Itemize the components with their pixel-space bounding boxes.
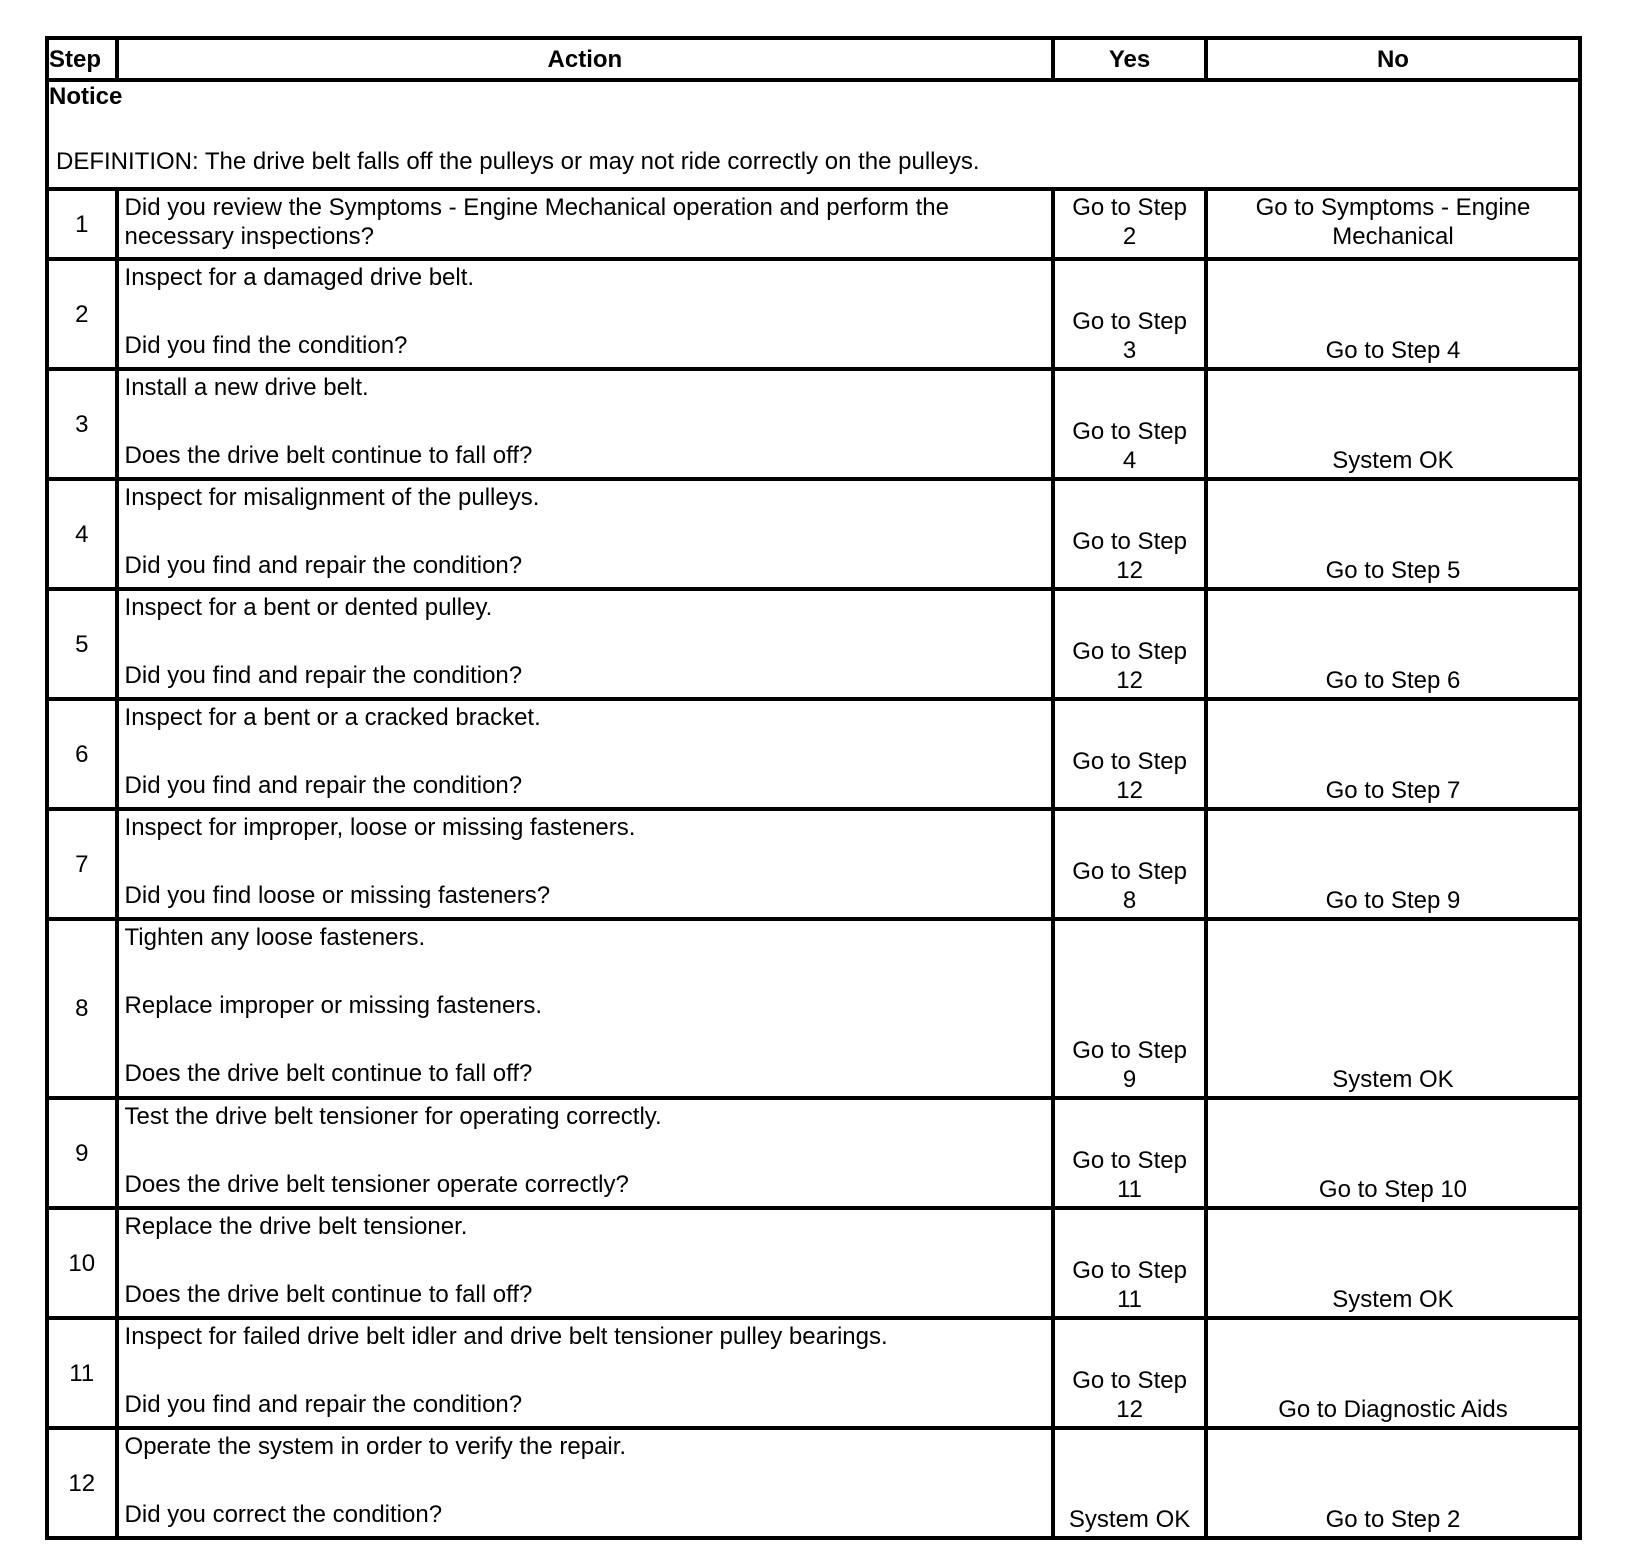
action-cell: [117, 1098, 1054, 1208]
step-number: 8: [47, 919, 117, 1098]
table-row: [47, 699, 1580, 809]
action-text: Replace improper or missing fasteners.: [124, 992, 543, 1019]
table-row: [47, 1098, 1580, 1208]
action-question: Did you find and repair the condition?: [124, 1391, 523, 1418]
table-row: [47, 809, 1580, 919]
action-question: Does the drive belt continue to fall off?: [124, 1281, 533, 1308]
action-text: Inspect for a bent or dented pulley.: [124, 594, 493, 621]
action-cell: [117, 479, 1054, 589]
no-cell: [1206, 1318, 1580, 1428]
action-text: Install a new drive belt.: [124, 374, 369, 401]
action-text: Inspect for a bent or a cracked bracket.: [124, 704, 541, 731]
table-row: [47, 1318, 1580, 1428]
table-row: [47, 479, 1580, 589]
yes-text: Go to Step 12: [1072, 1367, 1187, 1423]
step-number: 12: [47, 1428, 117, 1538]
no-text: Go to Step 9: [1325, 887, 1461, 914]
yes-cell: [1053, 1318, 1206, 1428]
yes-cell: [1053, 479, 1206, 589]
step-number: 3: [47, 369, 117, 479]
notice-row: [47, 80, 1580, 189]
yes-cell: [1053, 369, 1206, 479]
yes-cell: [1053, 809, 1206, 919]
action-question: Did you find and repair the condition?: [124, 772, 523, 799]
action-question: Does the drive belt tensioner operate correctly?: [124, 1171, 629, 1198]
no-text: System OK: [1332, 447, 1454, 474]
action-question: Did you find and repair the condition?: [124, 552, 523, 579]
action-text: Test the drive belt tensioner for operating correctly.: [124, 1103, 662, 1130]
table-row: [47, 589, 1580, 699]
action-text: Did you review the Symptoms - Engine Mechanical operation and perform the: [124, 194, 949, 221]
header-yes: Yes: [1053, 38, 1206, 80]
yes-cell: [1053, 1098, 1206, 1208]
yes-cell: [1053, 699, 1206, 809]
no-cell: [1206, 1428, 1580, 1538]
no-text: Go to Symptoms - Engine Mechanical: [1255, 194, 1531, 250]
yes-cell: [1053, 919, 1206, 1098]
yes-text: Go to Step 3: [1072, 308, 1187, 364]
table-row: [47, 1428, 1580, 1538]
no-cell: [1206, 589, 1580, 699]
no-cell: [1206, 259, 1580, 369]
action-question: Did you correct the condition?: [124, 1501, 443, 1528]
no-text: Go to Step 6: [1325, 667, 1461, 694]
yes-text: Go to Step 2: [1072, 194, 1187, 250]
yes-text: Go to Step 4: [1072, 418, 1187, 474]
no-text: Go to Step 2: [1325, 1506, 1461, 1533]
header-action: Action: [117, 38, 1054, 80]
action-text: Tighten any loose fasteners.: [124, 924, 426, 951]
notice-title: Notice: [49, 83, 123, 110]
no-text: Go to Step 5: [1325, 557, 1461, 584]
no-text: Go to Diagnostic Aids: [1278, 1396, 1508, 1423]
action-cell: [117, 699, 1054, 809]
action-question: Does the drive belt continue to fall off?: [124, 442, 533, 469]
action-cell: [117, 369, 1054, 479]
action-cell: [117, 1208, 1054, 1318]
notice-definition: DEFINITION: The drive belt falls off the pulleys or may not ride correctly on the pulleys.: [56, 148, 980, 175]
no-text: System OK: [1332, 1066, 1454, 1093]
table-row: [47, 1208, 1580, 1318]
action-cell: [117, 919, 1054, 1098]
yes-text: Go to Step 12: [1072, 528, 1187, 584]
yes-text: Go to Step 12: [1072, 748, 1187, 804]
action-text: Inspect for a damaged drive belt.: [124, 264, 475, 291]
action-text: Inspect for misalignment of the pulleys.: [124, 484, 540, 511]
step-number: 6: [47, 699, 117, 809]
step-number: 11: [47, 1318, 117, 1428]
action-cell: [117, 589, 1054, 699]
yes-text: Go to Step 12: [1072, 638, 1187, 694]
action-cell: [117, 189, 1054, 259]
no-cell: [1206, 479, 1580, 589]
action-text: Replace the drive belt tensioner.: [124, 1213, 468, 1240]
header-row: [47, 38, 1580, 80]
action-question: Did you find loose or missing fasteners?: [124, 882, 551, 909]
action-text: Operate the system in order to verify the repair.: [124, 1433, 627, 1460]
no-text: System OK: [1332, 1286, 1454, 1313]
no-cell: [1206, 189, 1580, 259]
yes-text: Go to Step 8: [1072, 858, 1187, 914]
step-number: 4: [47, 479, 117, 589]
action-question: Does the drive belt continue to fall off?: [124, 1060, 533, 1087]
action-cell: [117, 259, 1054, 369]
no-cell: [1206, 919, 1580, 1098]
header-no: No: [1206, 38, 1580, 80]
diagnostic-table: [45, 36, 1582, 1540]
table-row: [47, 919, 1580, 1098]
yes-text: System OK: [1068, 1506, 1191, 1533]
yes-text: Go to Step 11: [1072, 1257, 1187, 1313]
yes-text: Go to Step 11: [1072, 1147, 1187, 1203]
yes-cell: [1053, 1428, 1206, 1538]
no-text: Go to Step 10: [1318, 1176, 1468, 1203]
action-cell: [117, 809, 1054, 919]
no-cell: [1206, 699, 1580, 809]
notice-cell: [47, 80, 1580, 189]
action-text: Inspect for improper, loose or missing fasteners.: [124, 814, 636, 841]
action-text: necessary inspections?: [124, 223, 374, 250]
no-cell: [1206, 1098, 1580, 1208]
header-step: Step: [47, 38, 117, 80]
action-question: Did you find the condition?: [124, 332, 408, 359]
no-cell: [1206, 809, 1580, 919]
step-number: 10: [47, 1208, 117, 1318]
yes-cell: [1053, 259, 1206, 369]
step-number: 2: [47, 259, 117, 369]
step-number: 5: [47, 589, 117, 699]
yes-text: Go to Step 9: [1072, 1037, 1187, 1093]
action-cell: [117, 1428, 1054, 1538]
action-question: Did you find and repair the condition?: [124, 662, 523, 689]
table-row: [47, 259, 1580, 369]
step-number: 7: [47, 809, 117, 919]
no-text: Go to Step 4: [1325, 337, 1461, 364]
no-cell: [1206, 369, 1580, 479]
yes-cell: [1053, 1208, 1206, 1318]
no-cell: [1206, 1208, 1580, 1318]
table-row: [47, 189, 1580, 259]
yes-cell: [1053, 189, 1206, 259]
step-number: 1: [47, 189, 117, 259]
action-text: Inspect for failed drive belt idler and drive belt tensioner pulley bearings.: [124, 1323, 888, 1350]
action-cell: [117, 1318, 1054, 1428]
yes-cell: [1053, 589, 1206, 699]
table-row: [47, 369, 1580, 479]
no-text: Go to Step 7: [1325, 777, 1461, 804]
step-number: 9: [47, 1098, 117, 1208]
